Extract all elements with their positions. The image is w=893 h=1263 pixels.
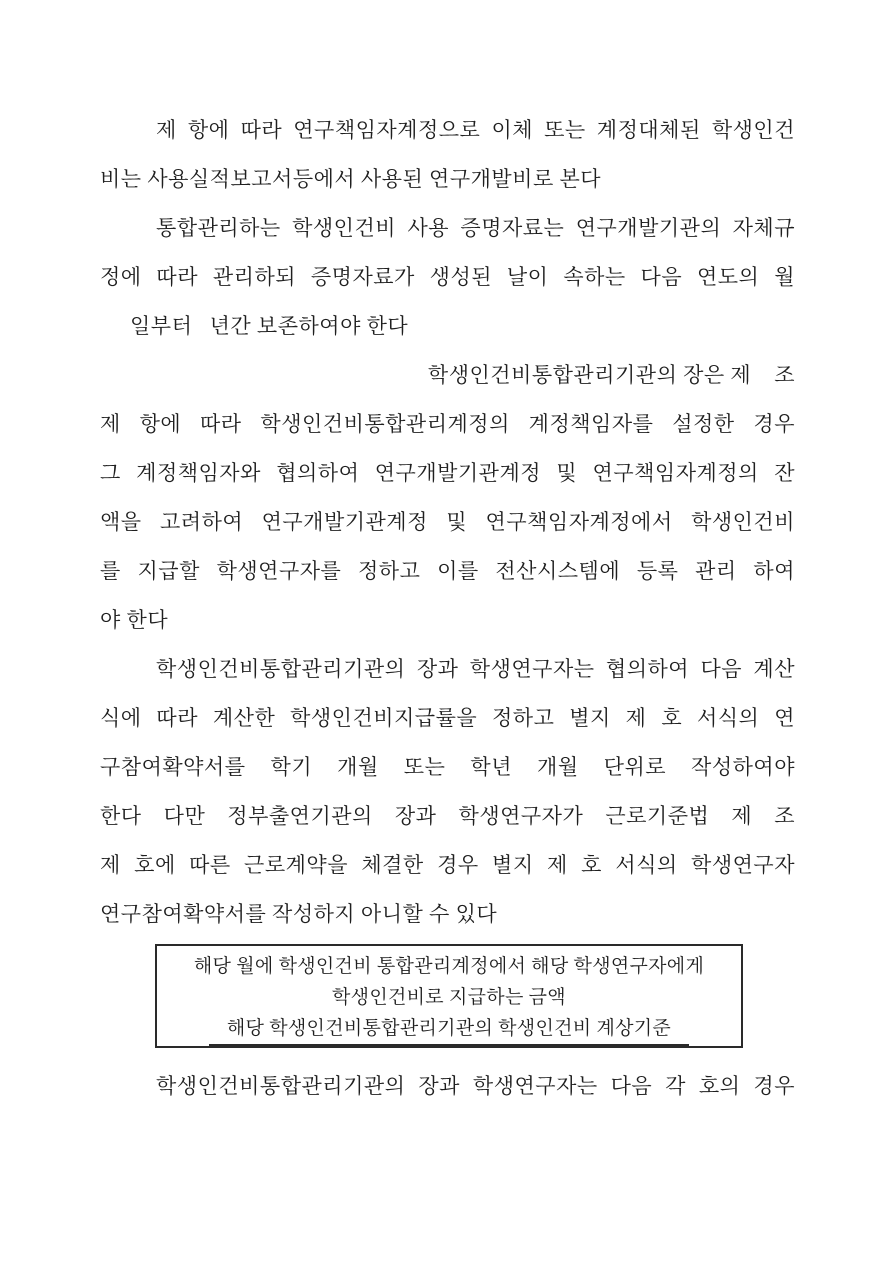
- text-column: [100, 106, 795, 1111]
- doc-line: 그 계정책임자와 협의하여 연구개발기관계정 및 연구책임자계정의 잔: [100, 461, 795, 485]
- doc-line: 연구참여확약서를 작성하지 아니할 수 있다: [100, 902, 498, 926]
- formula-numerator-line-2: 학생인건비로 지급하는 금액: [332, 987, 566, 1008]
- doc-line: 비는 사용실적보고서등에서 사용된 연구개발비로 본다: [100, 167, 602, 191]
- doc-line: 구참여확약서를 학기 개월 또는 학년 개월 단위로 작성하여야: [100, 755, 795, 779]
- doc-line: 제 항에 따라 연구책임자계정으로 이체 또는 계정대체된 학생인건: [156, 118, 795, 142]
- doc-line: 식에 따라 계산한 학생인건비지급률을 정하고 별지 제 호 서식의 연: [100, 706, 795, 730]
- formula-box: [155, 944, 743, 1048]
- doc-line: 제 항에 따라 학생인건비통합관리계정의 계정책임자를 설정한 경우: [100, 412, 795, 436]
- doc-line: 학생인건비통합관리기관의 장과 학생연구자는 협의하여 다음 계산: [156, 657, 795, 681]
- doc-line: 한다 다만 정부출연기관의 장과 학생연구자가 근로기준법 제 조: [100, 804, 795, 828]
- doc-line: 제 호에 따른 근로계약을 체결한 경우 별지 제 호 서식의 학생연구자: [100, 853, 795, 877]
- doc-line: 일부터 년간 보존하여야 한다: [130, 314, 409, 338]
- doc-line: 통합관리하는 학생인건비 사용 증명자료는 연구개발기관의 자체규: [156, 216, 795, 240]
- doc-line: 학생인건비통합관리기관의 장은 제 조: [427, 363, 795, 387]
- formula-numerator-line-1: 해당 월에 학생인건비 통합관리계정에서 해당 학생연구자에게: [193, 956, 705, 977]
- formula-denominator: 해당 학생인건비통합관리기관의 학생인건비 계상기준: [226, 1018, 672, 1039]
- closing-line: 학생인건비통합관리기관의 장과 학생연구자는 다음 각 호의 경우: [156, 1074, 795, 1098]
- doc-line: 를 지급할 학생연구자를 정하고 이를 전산시스템에 등록 관리 하여: [100, 559, 795, 583]
- doc-line: 정에 따라 관리하되 증명자료가 생성된 날이 속하는 다음 연도의 월: [100, 265, 795, 289]
- doc-line: 야 한다: [100, 608, 169, 632]
- doc-line: 액을 고려하여 연구개발기관계정 및 연구책임자계정에서 학생인건비: [100, 510, 795, 534]
- formula-denominator-underline: [209, 1013, 689, 1046]
